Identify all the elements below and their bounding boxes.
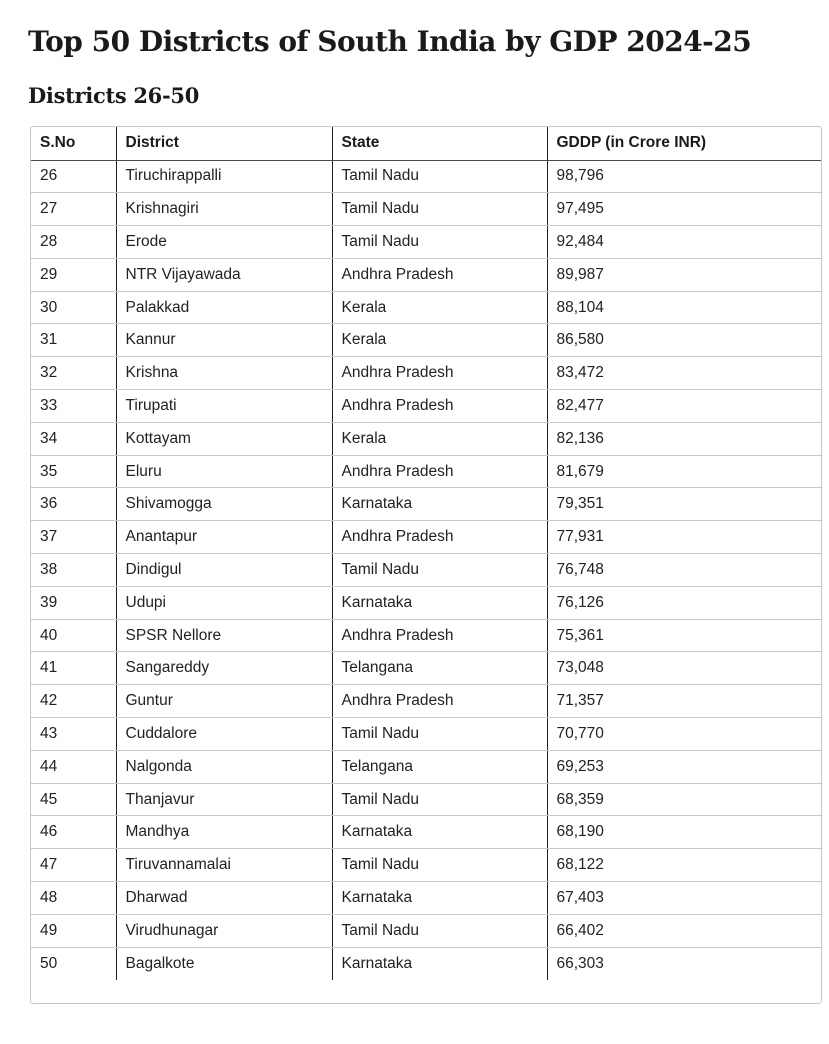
cell-sno: 47: [31, 849, 116, 882]
cell-sno: 46: [31, 816, 116, 849]
cell-district: Eluru: [116, 455, 332, 488]
cell-state: Andhra Pradesh: [332, 455, 547, 488]
cell-sno: 33: [31, 390, 116, 423]
cell-gddp: 68,122: [547, 849, 821, 882]
table-row: [31, 685, 821, 718]
cell-district: Nalgonda: [116, 750, 332, 783]
cell-state: Kerala: [332, 324, 547, 357]
cell-gddp: 92,484: [547, 226, 821, 259]
table-row: [31, 193, 821, 226]
cell-state: Tamil Nadu: [332, 193, 547, 226]
cell-state: Andhra Pradesh: [332, 390, 547, 423]
cell-district: Kannur: [116, 324, 332, 357]
districts-gdp-table: [31, 127, 821, 980]
cell-sno: 43: [31, 718, 116, 751]
cell-sno: 34: [31, 422, 116, 455]
cell-state: Andhra Pradesh: [332, 258, 547, 291]
cell-gddp: 66,303: [556, 954, 604, 972]
table-row: [31, 619, 821, 652]
cell-sno: 38: [31, 554, 116, 587]
cell-district: Thanjavur: [116, 783, 332, 816]
table-row: [31, 554, 821, 587]
cell-gddp: 86,580: [547, 324, 821, 357]
cell-sno: 31: [31, 324, 116, 357]
table-row: [31, 160, 821, 193]
cell-state: Karnataka: [332, 586, 547, 619]
cell-sno: 32: [31, 357, 116, 390]
table-row: [31, 226, 821, 259]
cell-district: Virudhunagar: [116, 914, 332, 947]
cell-gddp: 82,477: [547, 390, 821, 423]
cell-state: Telangana: [332, 750, 547, 783]
table-row: [31, 586, 821, 619]
cell-district: Cuddalore: [116, 718, 332, 751]
cell-sno: 50: [31, 947, 116, 980]
table-row: [31, 914, 821, 947]
cell-gddp: 89,987: [547, 258, 821, 291]
table-row: [31, 718, 821, 751]
header-state: State: [332, 127, 547, 160]
cell-gddp: 81,679: [547, 455, 821, 488]
table-header-row: [31, 127, 821, 160]
cell-state: Tamil Nadu: [332, 554, 547, 587]
cell-gddp: 83,472: [547, 357, 821, 390]
cell-district: Tiruvannamalai: [116, 849, 332, 882]
cell-gddp: 76,126: [547, 586, 821, 619]
cell-state: Karnataka: [332, 816, 547, 849]
districts-table-container: [30, 126, 822, 1004]
cell-gddp: 76,748: [547, 554, 821, 587]
table-row: [31, 652, 821, 685]
cell-sno: 26: [31, 160, 116, 193]
cell-state: Andhra Pradesh: [332, 685, 547, 718]
table-row: [31, 357, 821, 390]
cell-gddp: 98,796: [547, 160, 821, 193]
table-row: [31, 390, 821, 423]
cell-gddp: 82,136: [547, 422, 821, 455]
cell-district: Anantapur: [116, 521, 332, 554]
table-row: [31, 882, 821, 915]
table-row: [31, 750, 821, 783]
cell-district: Krishna: [116, 357, 332, 390]
cell-gddp: 88,104: [547, 291, 821, 324]
cell-state: Tamil Nadu: [332, 160, 547, 193]
header-sno: S.No: [31, 127, 116, 160]
cell-sno: 42: [31, 685, 116, 718]
table-row: [31, 849, 821, 882]
cell-gddp: 68,359: [547, 783, 821, 816]
cell-district: Erode: [116, 226, 332, 259]
cell-district: SPSR Nellore: [116, 619, 332, 652]
cell-state: Tamil Nadu: [332, 914, 547, 947]
cell-gddp: 66,402: [547, 914, 821, 947]
cell-gddp: 97,495: [547, 193, 821, 226]
table-row: [31, 291, 821, 324]
table-row: [31, 783, 821, 816]
cell-district: NTR Vijayawada: [116, 258, 332, 291]
table-row: [31, 324, 821, 357]
page-title: Top 50 Districts of South India by GDP 2024-25: [28, 25, 752, 58]
cell-gddp: 77,931: [547, 521, 821, 554]
cell-state: Karnataka: [332, 488, 547, 521]
cell-state: Kerala: [332, 422, 547, 455]
cell-state: Andhra Pradesh: [332, 619, 547, 652]
cell-state: Andhra Pradesh: [332, 521, 547, 554]
section-title: Districts 26-50: [28, 83, 200, 108]
cell-district: Sangareddy: [116, 652, 332, 685]
table-row: [31, 947, 821, 980]
cell-sno: 39: [31, 586, 116, 619]
cell-district: Tirupati: [116, 390, 332, 423]
cell-sno: 28: [31, 226, 116, 259]
cell-sno: 37: [31, 521, 116, 554]
table-row: [31, 521, 821, 554]
cell-gddp: 71,357: [547, 685, 821, 718]
header-district: District: [116, 127, 332, 160]
cell-gddp: 67,403: [547, 882, 821, 915]
table-row: [31, 455, 821, 488]
cell-gddp: 69,253: [547, 750, 821, 783]
cell-sno: 40: [31, 619, 116, 652]
cell-sno: 36: [31, 488, 116, 521]
cell-gddp: 75,361: [547, 619, 821, 652]
cell-gddp: 70,770: [547, 718, 821, 751]
cell-sno: 48: [31, 882, 116, 915]
cell-sno: 29: [31, 258, 116, 291]
cell-district: Bagalkote: [116, 947, 332, 980]
cell-district: Tiruchirappalli: [116, 160, 332, 193]
cell-district: Dharwad: [116, 882, 332, 915]
header-gddp: GDDP (in Crore INR): [547, 127, 821, 160]
cell-state: Tamil Nadu: [332, 783, 547, 816]
table-body: [31, 160, 821, 980]
cell-state: Tamil Nadu: [332, 849, 547, 882]
cell-sno: 45: [31, 783, 116, 816]
cell-sno: 44: [31, 750, 116, 783]
cell-state: Telangana: [332, 652, 547, 685]
cell-gddp: 79,351: [547, 488, 821, 521]
cell-state: Tamil Nadu: [332, 718, 547, 751]
cell-state: Kerala: [332, 291, 547, 324]
table-row: [31, 816, 821, 849]
table-row: [31, 258, 821, 291]
table-row: [31, 488, 821, 521]
cell-state: Karnataka: [332, 882, 547, 915]
table-row: [31, 422, 821, 455]
cell-sno: 41: [31, 652, 116, 685]
cell-district: Krishnagiri: [116, 193, 332, 226]
cell-state: Tamil Nadu: [332, 226, 547, 259]
cell-district: Guntur: [116, 685, 332, 718]
cell-district: Kottayam: [116, 422, 332, 455]
cell-gddp: 73,048: [547, 652, 821, 685]
cell-state: Andhra Pradesh: [332, 357, 547, 390]
cell-sno: 30: [31, 291, 116, 324]
cell-district: Udupi: [116, 586, 332, 619]
cell-district: Dindigul: [116, 554, 332, 587]
cell-sno: 49: [31, 914, 116, 947]
cell-gddp: 68,190: [547, 816, 821, 849]
cell-sno: 35: [31, 455, 116, 488]
cell-district: Palakkad: [116, 291, 332, 324]
cell-district: Shivamogga: [116, 488, 332, 521]
cell-sno: 27: [31, 193, 116, 226]
cell-district: Mandhya: [116, 816, 332, 849]
cell-state: Karnataka: [332, 947, 547, 980]
